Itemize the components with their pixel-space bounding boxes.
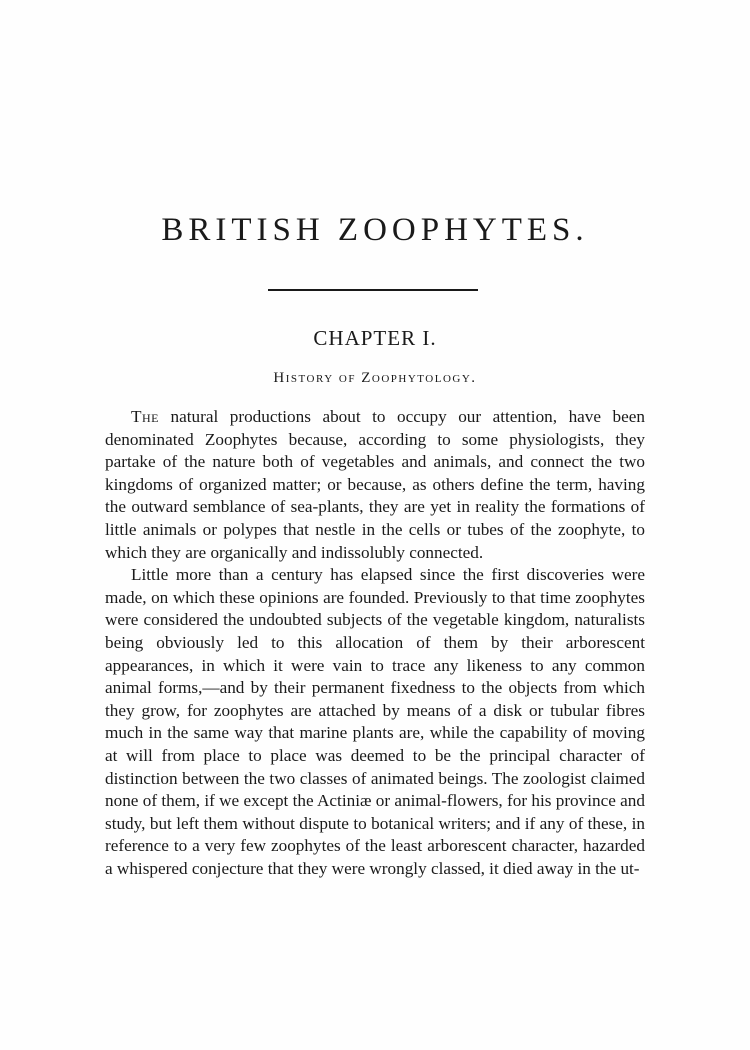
paragraph-1-lead-word: The bbox=[131, 407, 159, 426]
chapter-heading: CHAPTER I. bbox=[313, 326, 437, 350]
title-divider bbox=[268, 289, 478, 291]
body-text bbox=[105, 406, 645, 880]
paragraph-2 bbox=[105, 564, 645, 880]
paragraph-1 bbox=[105, 406, 645, 564]
book-title: BRITISH ZOOPHYTES. bbox=[161, 212, 589, 248]
chapter-subtitle: History of Zoophytology. bbox=[273, 370, 477, 386]
paragraph-1-text: natural productions about to occupy our attention, have been denominated Zoophytes because, according to some physiologists, they partake of the nature both of vegetables and animals, and connect the two kingdoms of organized matter; or because, as others define the term, having the outward semblance of sea-plants, they are yet in reality the formations of little animals or polypes that nestle in the cells or tubes of the zoophyte, to which they are organically and indissolubly connected. bbox=[105, 407, 645, 562]
paragraph-2-text: Little more than a century has elapsed since the first discoveries were made, on which these opinions are founded. Previously to that time zoophytes were considered the undoubted subjects of the vegetable kingdom, naturalists being obviously led to this allocation of them by their arborescent appearances, in which it were vain to trace any likeness to any common animal forms,—and by their permanent fixedness to the objects from which they grow, for zoophytes are attached by means of a disk or tubular fibres much in the same way that marine plants are, while the capability of moving at will from place to place was deemed to be the principal character of distinction between the two classes of animated beings. The zoologist claimed none of them, if we except the Actiniæ or animal-flowers, for his province and study, but left them without dispute to botanical writers; and if any of these, in reference to a very few zoophytes of the least arborescent character, hazarded a whispered conjecture that they were wrongly classed, it died away in the ut- bbox=[105, 565, 645, 878]
